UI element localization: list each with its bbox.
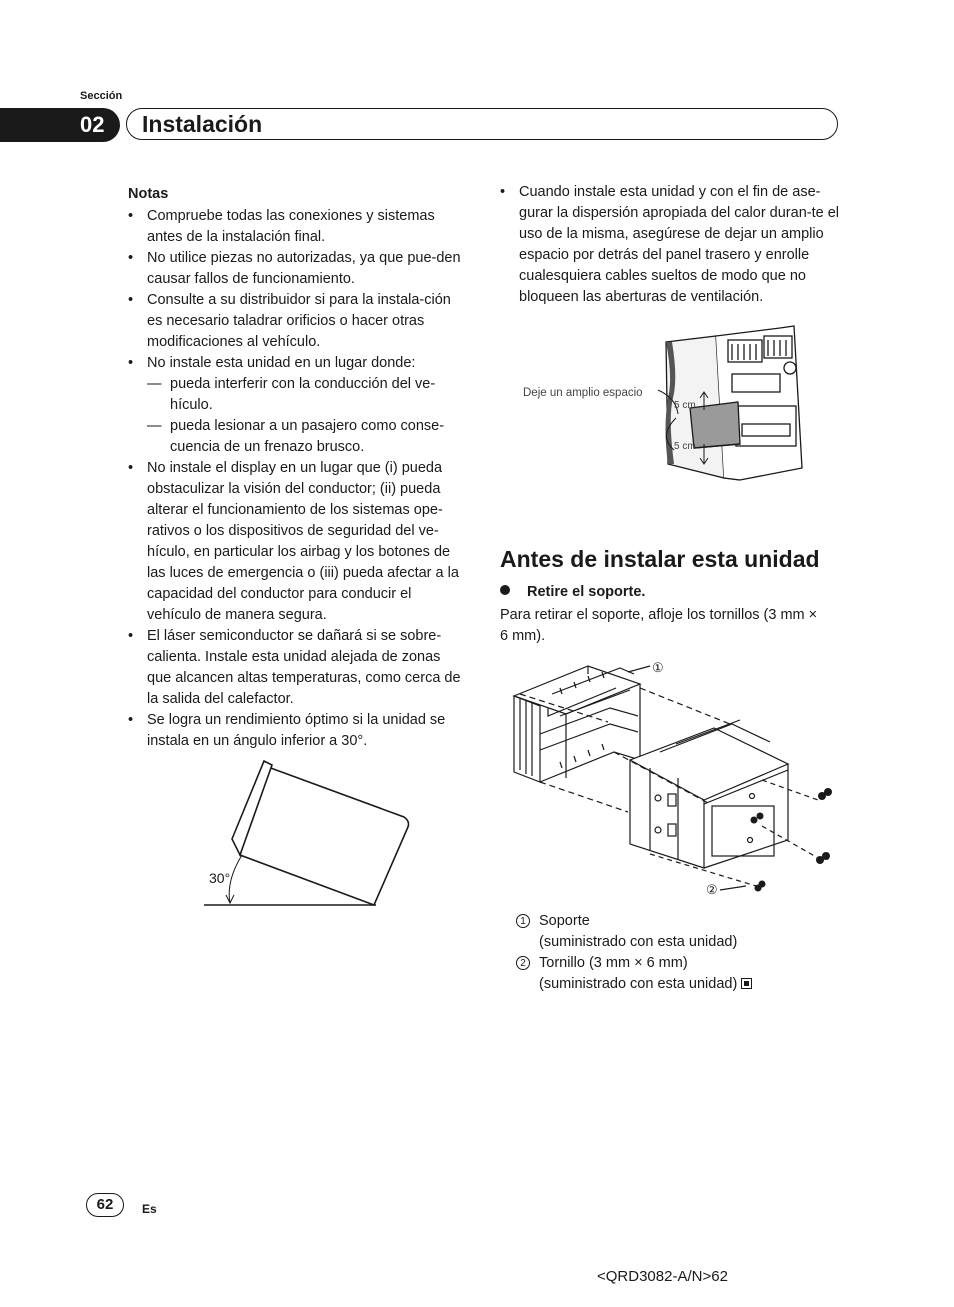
bracket-removal-figure bbox=[500, 654, 840, 900]
notes-section bbox=[128, 184, 466, 752]
list-item: • No utilice piezas no autorizadas, ya que pue-den causar fallos de funcionamiento. bbox=[128, 248, 466, 290]
legend-number: 1 bbox=[516, 914, 530, 928]
legend-title: Soporte bbox=[539, 913, 590, 929]
sub-list-item: — pueda interferir con la conducción del ve-hículo. bbox=[147, 374, 466, 416]
list-item: • Cuando instale esta unidad y con el fin de ase-gurar la dispersión apropiada del calor duran-te el uso de la misma, asegúrese de dejar un amplio espacio por detrás del panel trasero y enrolle cualesquiera cables sueltos de modo que no bloqueen las aberturas de ventilación. bbox=[500, 182, 842, 308]
list-item: • Consulte a su distribuidor si para la instala-ción es necesario taladrar orificios o hacer otras modificaciones al vehículo. bbox=[128, 290, 466, 353]
top-gap-label: 5 cm bbox=[674, 400, 696, 411]
gap-caption: Deje un amplio espacio bbox=[523, 387, 643, 399]
language-code: Es bbox=[142, 1202, 157, 1216]
angle-label: 30° bbox=[209, 870, 231, 886]
figure-legend bbox=[516, 911, 836, 995]
vent-note bbox=[500, 182, 842, 308]
section-label: Sección bbox=[80, 90, 123, 102]
list-item-text: No instale esta unidad en un lugar donde: bbox=[147, 355, 416, 371]
list-item: • El láser semiconductor se dañará si se sobre-calienta. Instale esta unidad alejada de zonas que alcancen altas temperaturas, como cerca de la salida del calefactor. bbox=[128, 626, 466, 710]
legend-note: (suministrado con esta unidad) bbox=[539, 934, 738, 950]
legend-note: (suministrado con esta unidad) bbox=[539, 976, 738, 992]
step-description: Para retirar el soporte, afloje los tornillos (3 mm × 6 mm). bbox=[500, 607, 818, 644]
legend-item bbox=[516, 911, 836, 953]
angle-figure bbox=[196, 755, 422, 915]
end-mark-icon bbox=[741, 978, 752, 989]
unit-outline bbox=[232, 761, 409, 905]
list-item: • No instale el display en un lugar que (i) pueda obstaculizar la visión del conductor; (ii) pueda alterar el funcionamiento de los sistemas ope-rativos o los dispositivos de seguridad del ve-hículo, en particular los airbag y los botones de las luces de emergencia o (iii) pueda afectar a la capacidad del conductor para conducir el vehículo de manera segura. bbox=[128, 458, 466, 626]
section-number: 02 bbox=[80, 112, 105, 137]
radio-slot bbox=[736, 406, 796, 446]
bottom-gap-label: 5 cm bbox=[674, 441, 696, 452]
legend-item bbox=[516, 953, 836, 995]
screw-icons bbox=[751, 788, 833, 892]
mounting-bracket bbox=[514, 666, 640, 714]
step-instruction bbox=[500, 584, 645, 600]
list-item bbox=[128, 353, 466, 458]
notes-list bbox=[128, 206, 466, 752]
legend-title: Tornillo (3 mm × 6 mm) bbox=[539, 955, 688, 971]
head-unit bbox=[690, 402, 740, 448]
list-item: • Compruebe todas las conexiones y sistemas antes de la instalación final. bbox=[128, 206, 466, 248]
page-title: Instalación bbox=[142, 111, 263, 137]
document-code: <QRD3082-A/N>62 bbox=[597, 1268, 728, 1285]
notes-heading: Notas bbox=[128, 186, 169, 202]
callout-1: ① bbox=[652, 660, 664, 675]
ventilation-figure bbox=[518, 318, 814, 488]
page-number: 62 bbox=[86, 1193, 124, 1217]
sub-list-item: — pueda lesionar a un pasajero como conse-cuencia de un frenazo brusco. bbox=[147, 416, 466, 458]
legend-number: 2 bbox=[516, 956, 530, 970]
sub-list bbox=[147, 374, 466, 458]
step-bullet-icon bbox=[500, 585, 510, 595]
angle-arc bbox=[229, 855, 242, 903]
section-heading: Antes de instalar esta unidad bbox=[500, 546, 820, 572]
list-item: • Se logra un rendimiento óptimo si la unidad se instala en un ángulo inferior a 30°. bbox=[128, 710, 466, 752]
step-text: Retire el soporte. bbox=[527, 584, 646, 600]
callout-2: ② bbox=[706, 882, 718, 897]
